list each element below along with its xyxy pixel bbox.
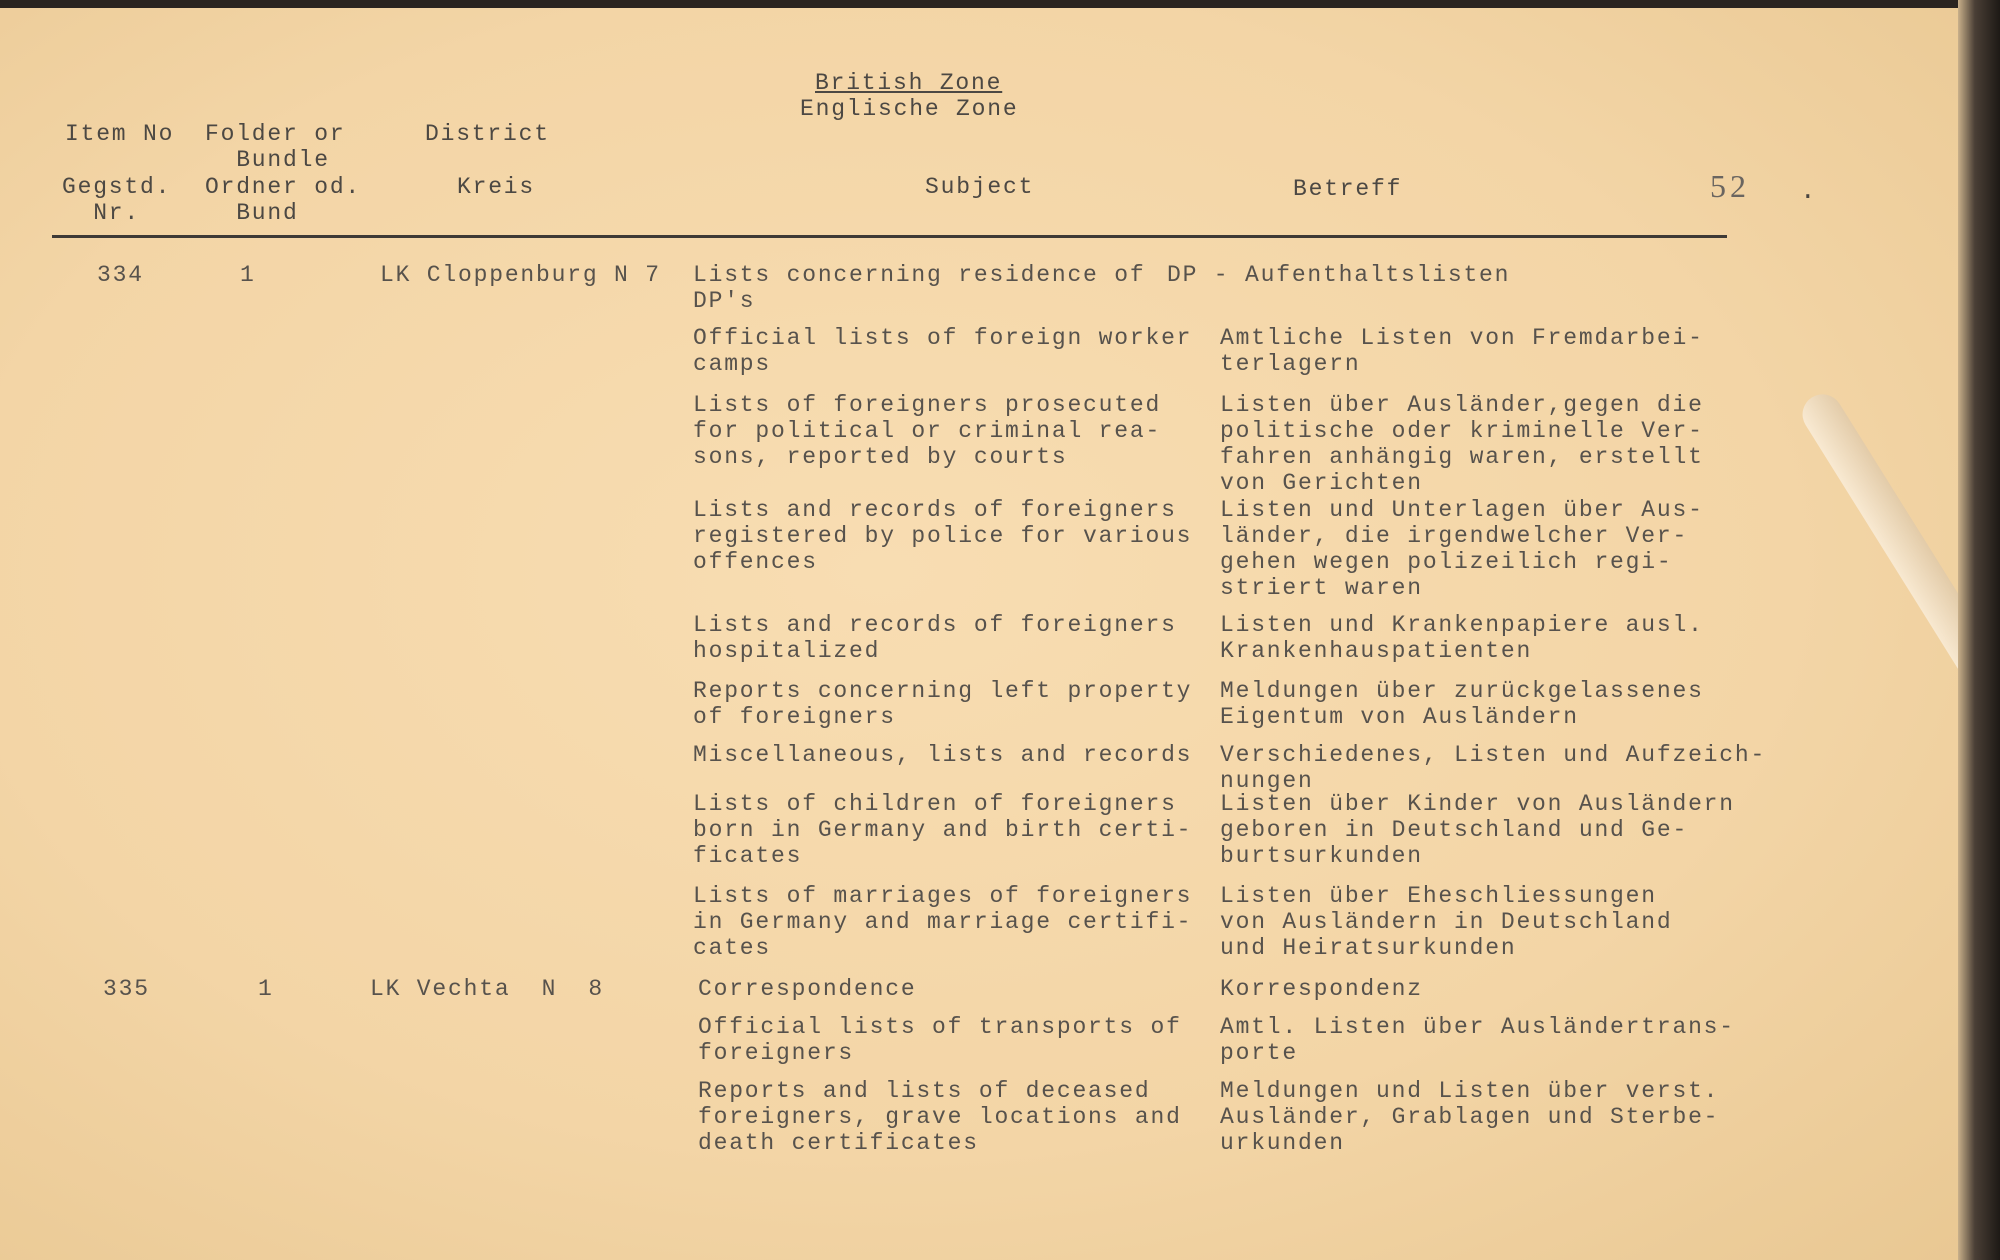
col-subject: Subject: [925, 174, 1035, 200]
col-district-de: Kreis: [457, 174, 536, 200]
betreff-text: Meldungen über zurückgelassenes Eigentum von Ausländern: [1220, 678, 1704, 730]
page-dot: .: [1800, 176, 1816, 206]
folder-number: 1: [240, 262, 256, 288]
betreff-text: Listen und Unterlagen über Aus- länder, die irgendwelcher Ver- gehen wegen polizeilich regi- striert waren: [1220, 497, 1704, 601]
subject-text: Reports and lists of deceased foreigners, grave locations and death certificates: [698, 1078, 1182, 1156]
item-number: 334: [97, 262, 144, 288]
subject-text: Miscellaneous, lists and records: [693, 742, 1193, 768]
col-folder-de: Ordner od. Bund: [205, 174, 362, 226]
betreff-text: DP - Aufenthaltslisten: [1167, 262, 1511, 288]
betreff-text: Amtliche Listen von Fremdarbei- terlagern: [1220, 325, 1704, 377]
document-page: [0, 8, 1958, 1260]
district-name: LK Cloppenburg N 7: [380, 262, 661, 288]
zone-title-en: British Zone: [815, 70, 1003, 96]
district-name: LK Vechta N 8: [370, 976, 605, 1002]
subject-text: Lists of foreigners prosecuted for political or criminal rea- sons, reported by courts: [693, 392, 1162, 470]
betreff-text: Korrespondenz: [1220, 976, 1423, 1002]
betreff-text: Verschiedenes, Listen und Aufzeich- nungen: [1220, 742, 1767, 794]
col-item-de: Gegstd. Nr.: [62, 174, 172, 226]
betreff-text: Listen über Kinder von Ausländern geboren in Deutschland und Ge- burtsurkunden: [1220, 791, 1735, 869]
header-rule: [52, 235, 1727, 238]
col-item-en: Item No: [65, 121, 175, 147]
item-number: 335: [103, 976, 150, 1002]
col-district-en: District: [425, 121, 550, 147]
book-edge: [1958, 0, 2000, 1260]
folder-number: 1: [258, 976, 274, 1002]
col-betreff: Betreff: [1293, 176, 1403, 202]
subject-text: Lists and records of foreigners hospitalized: [693, 612, 1177, 664]
subject-text: Lists and records of foreigners registered by police for various offences: [693, 497, 1193, 575]
subject-text: Official lists of foreign worker camps: [693, 325, 1193, 377]
page-number: 52: [1710, 168, 1750, 204]
subject-text: Correspondence: [698, 976, 917, 1002]
subject-text: Lists concerning residence of DP's: [693, 262, 1146, 314]
subject-text: Lists of children of foreigners born in Germany and birth certi- ficates: [693, 791, 1193, 869]
zone-title-de: Englische Zone: [800, 96, 1019, 122]
subject-text: Lists of marriages of foreigners in Germany and marriage certifi- cates: [693, 883, 1193, 961]
betreff-text: Meldungen und Listen über verst. Ausländer, Grablagen und Sterbe- urkunden: [1220, 1078, 1720, 1156]
betreff-text: Listen über Eheschliessungen von Ausländern in Deutschland und Heiratsurkunden: [1220, 883, 1673, 961]
betreff-text: Amtl. Listen über Ausländertrans- porte: [1220, 1014, 1735, 1066]
subject-text: Official lists of transports of foreigners: [698, 1014, 1182, 1066]
betreff-text: Listen über Ausländer,gegen die politische oder kriminelle Ver- fahren anhängig waren, erstellt von Gerichten: [1220, 392, 1704, 496]
subject-text: Reports concerning left property of foreigners: [693, 678, 1193, 730]
col-folder-en: Folder or Bundle: [205, 121, 346, 173]
betreff-text: Listen und Krankenpapiere ausl. Krankenhauspatienten: [1220, 612, 1704, 664]
